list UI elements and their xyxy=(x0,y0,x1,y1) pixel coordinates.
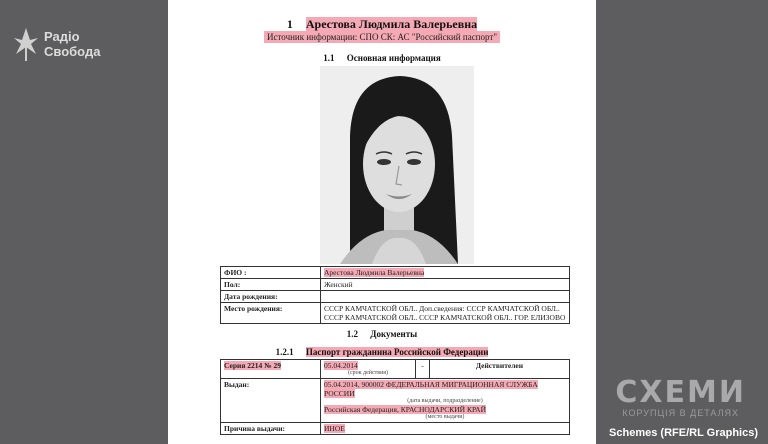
watermark-subtitle: КОРУПЦІЯ В ДЕТАЛЯХ xyxy=(622,408,740,418)
issued-place: Российская Федерация, КРАСНОДАРСКИЙ КРАЙ xyxy=(324,405,486,414)
radio-svoboda-logo xyxy=(12,26,100,62)
logo-line1: Радіо xyxy=(44,29,80,44)
table-row xyxy=(221,360,570,379)
table-row xyxy=(221,303,570,324)
reason-value: ИНОЕ xyxy=(324,424,345,433)
passport-table xyxy=(220,359,570,435)
basic-info-table xyxy=(220,266,570,324)
fio-cell xyxy=(321,267,570,279)
logo-line2: Свобода xyxy=(44,44,101,59)
passport-dash: - xyxy=(416,360,430,379)
passport-series-cell xyxy=(221,360,321,379)
section-documents-title: Документы xyxy=(370,329,418,339)
passport-status: Действителен xyxy=(430,360,570,379)
dob-value xyxy=(321,291,570,303)
sex-label: Пол: xyxy=(221,279,321,291)
table-row xyxy=(221,423,570,435)
source-line xyxy=(168,32,596,42)
section-documents-number: 1.2 xyxy=(346,329,359,339)
issued-label: Выдан: xyxy=(221,379,321,423)
issued-line1: 05.04.2014, 900002 ФЕДЕРАЛЬНАЯ МИГРАЦИОННАЯ СЛУЖБА xyxy=(324,380,538,389)
section-basic-info xyxy=(168,53,596,63)
passport-date-cell xyxy=(321,360,416,379)
section-passport xyxy=(168,347,596,357)
sex-value: Женский xyxy=(321,279,570,291)
portrait-image xyxy=(320,66,474,264)
graphics-credit: Schemes (RFE/RL Graphics) xyxy=(609,427,758,439)
section-basic-title: Основная информация xyxy=(346,53,441,63)
fio-label: ФИО : xyxy=(221,267,321,279)
heading-number: 1 xyxy=(286,17,293,31)
issued-caption: (дата выдачи, подразделение) xyxy=(407,398,483,404)
fio-value: Арестова Людмила Валерьевна xyxy=(324,268,425,277)
reason-cell xyxy=(321,423,570,435)
section-basic-number: 1.1 xyxy=(323,53,335,63)
source-text: Источник информации: СПО СК: АС "Российский паспорт" xyxy=(264,31,500,43)
issued-place-caption: (место выдачи) xyxy=(425,414,465,420)
document-heading xyxy=(168,17,596,32)
pob-label: Место рождения: xyxy=(221,303,321,324)
radio-svoboda-mark-icon xyxy=(12,26,40,62)
section-documents xyxy=(168,329,596,339)
pob-cell xyxy=(321,303,570,324)
pob-line2: СССР КАМЧАТСКОЙ ОБЛ.. СССР КАМЧАТСКОЙ ОБЛ.. ГОР. ЕЛИЗОВО xyxy=(324,313,566,322)
table-row xyxy=(221,379,570,423)
table-row xyxy=(221,279,570,291)
section-passport-number: 1.2.1 xyxy=(275,347,294,357)
heading-name: Арестова Людмила Валерьевна xyxy=(305,17,478,31)
reason-label: Причина выдачи: xyxy=(221,423,321,435)
schemes-watermark xyxy=(615,375,746,418)
dob-label: Дата рождения: xyxy=(221,291,321,303)
passport-series: Серия 2214 № 29 xyxy=(224,361,282,370)
watermark-title: СХЕМИ xyxy=(615,375,746,410)
issued-cell xyxy=(321,379,570,423)
issued-line2: РОССИИ xyxy=(324,389,355,398)
table-row xyxy=(221,291,570,303)
portrait-photo xyxy=(320,66,474,264)
section-passport-title: Паспорт гражданина Российской Федерации xyxy=(305,347,489,357)
passport-date-caption: (срок действия) xyxy=(347,370,389,376)
passport-date: 05.04.2014 xyxy=(324,361,358,370)
document-sheet xyxy=(168,0,596,444)
pob-line1: СССР КАМЧАТСКОЙ ОБЛ.. Доп.сведения: СССР КАМЧАТСКОЙ ОБЛ.. xyxy=(324,304,560,313)
table-row xyxy=(221,267,570,279)
